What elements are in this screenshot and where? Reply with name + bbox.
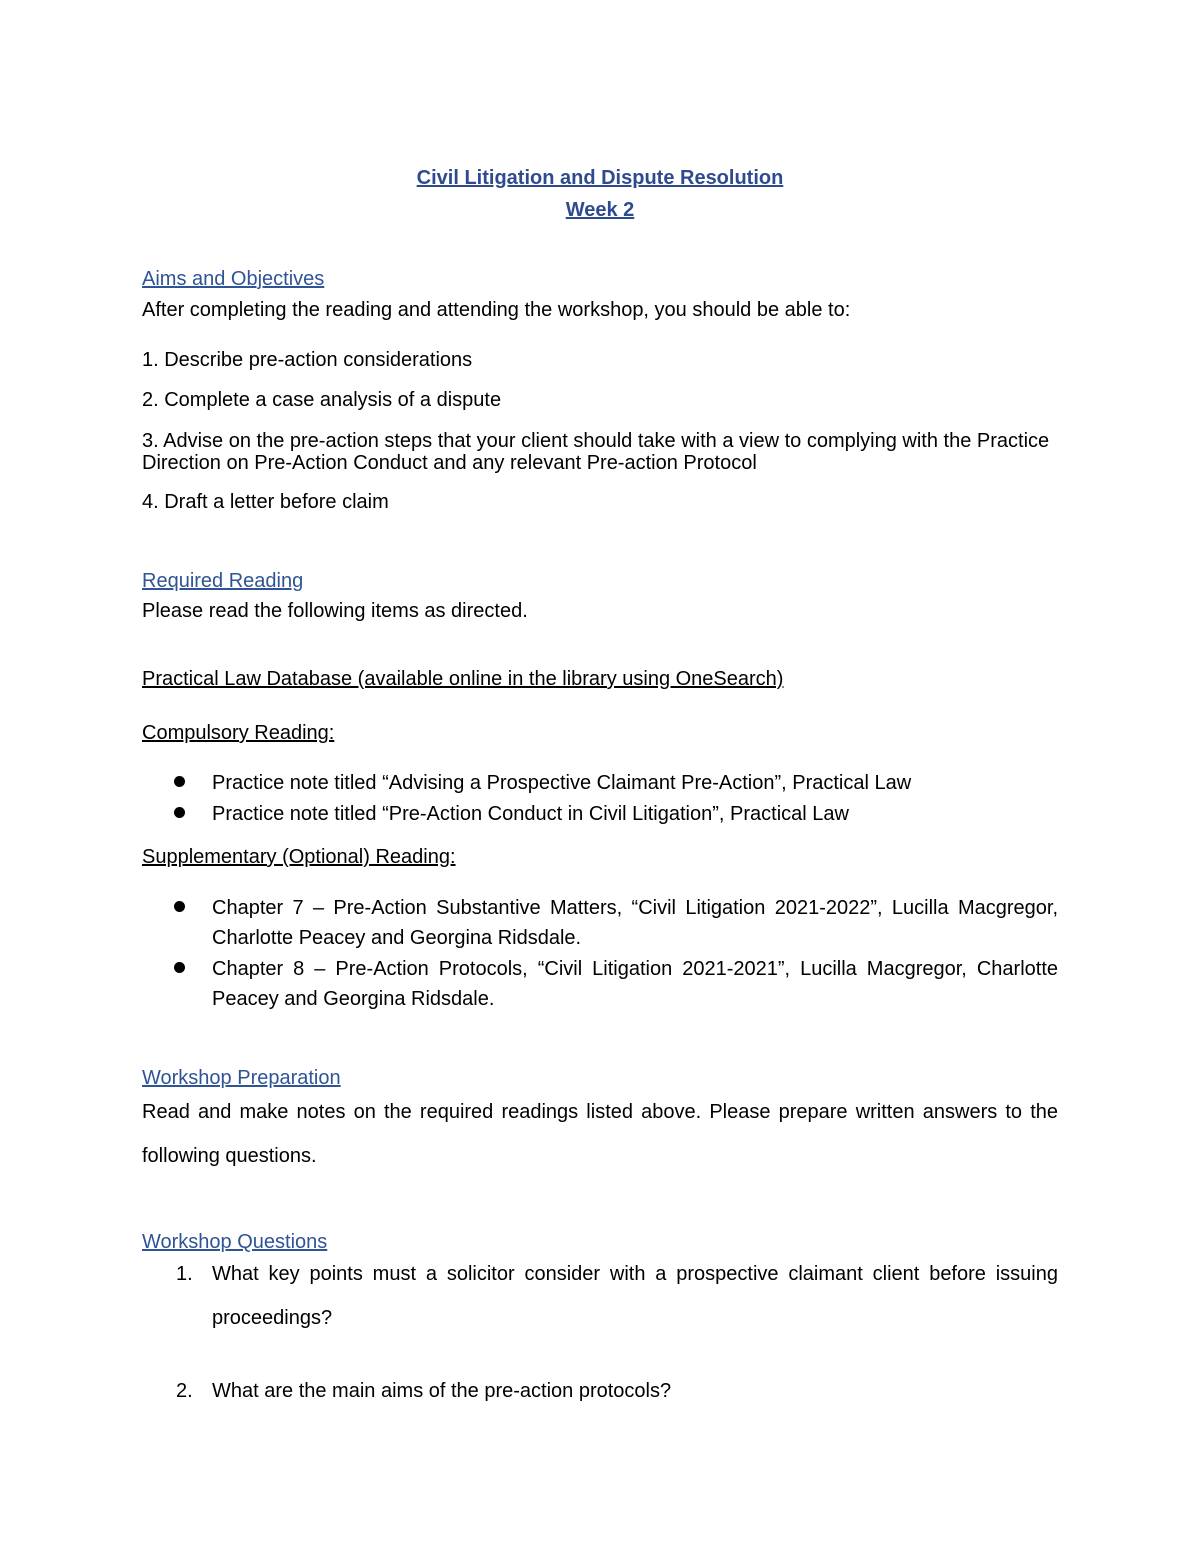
bullet-icon: [174, 962, 185, 973]
reading-intro: Please read the following items as directed.: [142, 600, 528, 622]
preparation-text: Read and make notes on the required readings listed above. Please prepare written answers to the following questions.: [142, 1101, 1058, 1167]
question-item: [142, 1369, 1058, 1413]
question-number: 1.: [176, 1263, 193, 1285]
document-title: Civil Litigation and Dispute Resolution: [416, 167, 784, 189]
aims-heading: Aims and Objectives: [142, 268, 325, 290]
supplementary-item: [142, 893, 1058, 953]
supplementary-item-text: Chapter 8 – Pre-Action Protocols, “Civil Litigation 2021-2021”, Lucilla Macgregor, Charlotte Peacey and Georgina Ridsdale.: [212, 958, 1058, 1010]
bullet-icon: [174, 776, 185, 787]
supplementary-item: [142, 954, 1058, 1014]
supplementary-label: Supplementary (Optional) Reading:: [142, 846, 456, 868]
question-number: 2.: [176, 1380, 193, 1402]
database-label: Practical Law Database (available online in the library using OneSearch): [142, 668, 784, 690]
question-text: What are the main aims of the pre-action protocols?: [212, 1380, 672, 1402]
document-subtitle: Week 2: [565, 199, 635, 221]
compulsory-item: [142, 768, 1058, 798]
reading-heading: Required Reading: [142, 570, 304, 592]
aims-item-1: 1. Describe pre-action considerations: [142, 349, 473, 371]
preparation-heading: Workshop Preparation: [142, 1067, 341, 1089]
question-item: [142, 1252, 1058, 1340]
aims-item-2: 2. Complete a case analysis of a dispute: [142, 389, 502, 411]
compulsory-item-text: Practice note titled “Pre-Action Conduct in Civil Litigation”, Practical Law: [212, 803, 849, 825]
aims-intro: After completing the reading and attending the workshop, you should be able to:: [142, 299, 851, 321]
bullet-icon: [174, 807, 185, 818]
document-page: [142, 0, 1058, 1553]
supplementary-item-text: Chapter 7 – Pre-Action Substantive Matters, “Civil Litigation 2021-2022”, Lucilla Macgregor, Charlotte Peacey and Georgina Ridsdale.: [212, 897, 1058, 949]
compulsory-item-text: Practice note titled “Advising a Prospective Claimant Pre-Action”, Practical Law: [212, 772, 912, 794]
aims-item-4: 4. Draft a letter before claim: [142, 491, 389, 513]
aims-item-3: 3. Advise on the pre-action steps that your client should take with a view to complying with the Practice Direction on Pre-Action Conduct and any relevant Pre-action Protocol: [142, 430, 1050, 474]
compulsory-item: [142, 799, 1058, 829]
question-text: What key points must a solicitor consider with a prospective claimant client before issuing proceedings?: [212, 1263, 1058, 1329]
questions-heading: Workshop Questions: [142, 1231, 328, 1253]
bullet-icon: [174, 901, 185, 912]
compulsory-label: Compulsory Reading:: [142, 722, 335, 744]
